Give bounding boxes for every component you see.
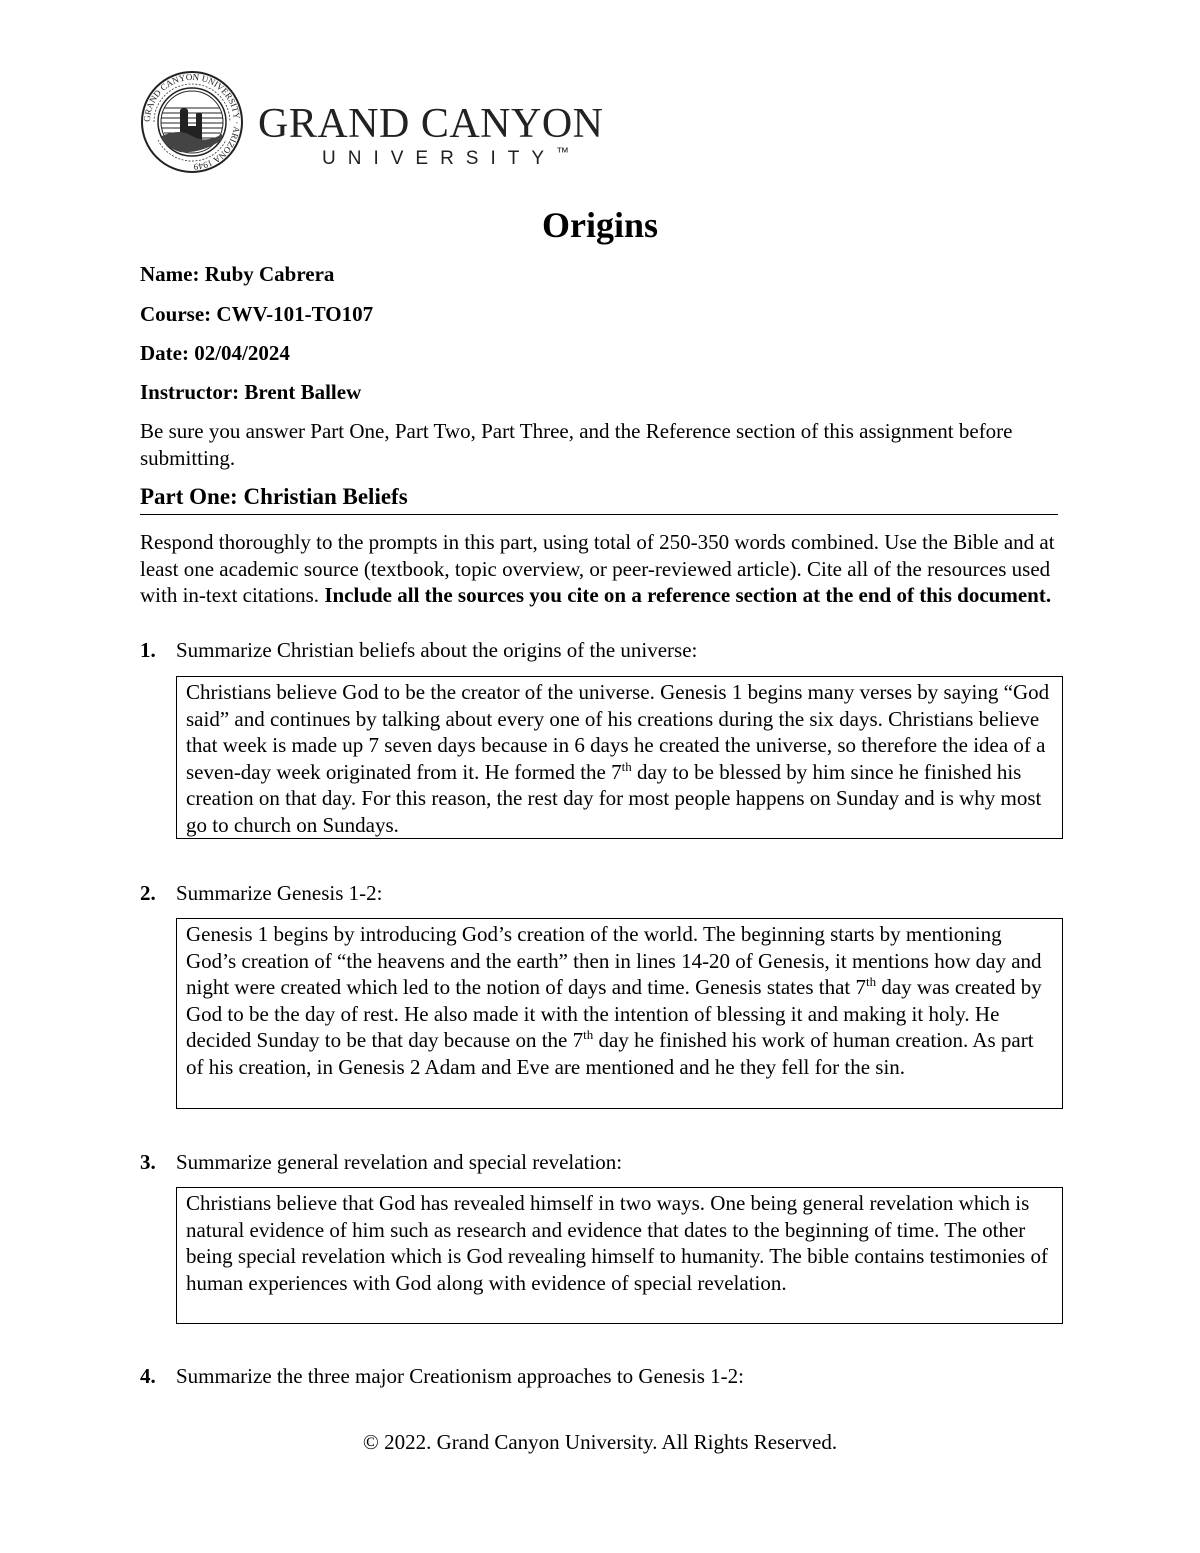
answer-text: day was created by God to be the day of rest. He also made it with the intention of blessing it and making it holy. He decided Sunday to be that day because on the 7 bbox=[186, 975, 1042, 1052]
question-prompt: Summarize Christian beliefs about the origins of the universe: bbox=[176, 638, 698, 662]
question-3 bbox=[140, 1150, 622, 1175]
answer-text: day he finished his work of human creation. As part of his creation, in Genesis 2 Adam and Eve are mentioned and he they fell for the sin. bbox=[186, 1028, 1034, 1079]
part-one-instructions bbox=[140, 529, 1062, 609]
question-number: 1. bbox=[140, 638, 156, 662]
question-2 bbox=[140, 881, 382, 906]
ordinal-suffix: th bbox=[865, 974, 877, 989]
question-prompt: Summarize the three major Creationism approaches to Genesis 1-2: bbox=[176, 1364, 744, 1388]
question-number: 4. bbox=[140, 1364, 156, 1388]
answer-text: Christians believe that God has revealed himself in two ways. One being general revelation which is natural evidence of him such as research and evidence that dates to the beginning of time. The other being special revelation which is God revealing himself to humanity. The bible contains testimonies of human experiences with God along with evidence of special revelation. bbox=[186, 1191, 1048, 1295]
logo-subtitle: UNIVERSITY™ bbox=[322, 144, 570, 169]
instructor-name: Instructor: Brent Ballew bbox=[140, 380, 362, 404]
logo-wordmark: GRAND CANYON bbox=[258, 101, 604, 147]
question-number: 3. bbox=[140, 1150, 156, 1174]
instructions-emphasis: Include all the sources you cite on a reference section at the end of this document. bbox=[324, 583, 1052, 607]
copyright-footer: © 2022. Grand Canyon University. All Rights Reserved. bbox=[362, 1430, 838, 1454]
answer-box-1[interactable] bbox=[176, 676, 1063, 839]
ordinal-suffix: th bbox=[621, 758, 632, 774]
course-code: Course: CWV-101-TO107 bbox=[140, 302, 374, 326]
question-prompt: Summarize general revelation and special revelation: bbox=[176, 1150, 623, 1174]
answer-box-2[interactable] bbox=[176, 918, 1063, 1109]
ordinal-suffix: th bbox=[583, 1027, 594, 1042]
question-4 bbox=[140, 1364, 744, 1389]
answer-box-3[interactable] bbox=[176, 1187, 1063, 1324]
answer-text: Genesis 1 begins by introducing God’s creation of the world. The beginning starts by mentioning God’s creation of “the heavens and the earth” then in lines 14-20 of Genesis, it mentions how day and night were created which led to the notion of days and time. Genesis states that 7 bbox=[186, 922, 1042, 999]
university-seal-icon bbox=[140, 70, 244, 174]
question-prompt: Summarize Genesis 1-2: bbox=[176, 881, 383, 905]
trademark-symbol: ™ bbox=[556, 144, 570, 160]
assignment-intro: Be sure you answer Part One, Part Two, Part Three, and the Reference section of this assignment before submitting. bbox=[140, 419, 1013, 470]
part-one-heading: Part One: Christian Beliefs bbox=[140, 484, 1058, 515]
answer-text: Christians believe God to be the creator of the universe. Genesis 1 begins many verses by saying “God said” and continues by talking about every one of his creations during the six days. Christians believe that week is made up 7 seven days because in 6 days he created the universe, so therefore the idea of a seven-day week originated from it. He formed the 7 bbox=[186, 680, 1050, 784]
question-1 bbox=[140, 638, 697, 663]
question-number: 2. bbox=[140, 881, 156, 905]
university-logo bbox=[140, 70, 620, 182]
answer-text: day to be blessed by him since he finished his creation on that day. For this reason, the rest day for most people happens on Sunday and is why most go to church on Sundays. bbox=[186, 759, 1042, 837]
seal-lettering: GRAND CANYON UNIVERSITY · ARIZONA 1949 bbox=[141, 71, 243, 173]
document-title: Origins bbox=[541, 205, 658, 245]
student-name: Name: Ruby Cabrera bbox=[140, 262, 335, 286]
instructions-text: Respond thoroughly to the prompts in this part, using total of 250-350 words combined. Use the Bible and at least one academic source (textbook, topic overview, or peer-reviewed article). Cite all of the resources used with in-text citations. bbox=[140, 530, 1055, 607]
submission-date: Date: 02/04/2024 bbox=[140, 341, 290, 365]
